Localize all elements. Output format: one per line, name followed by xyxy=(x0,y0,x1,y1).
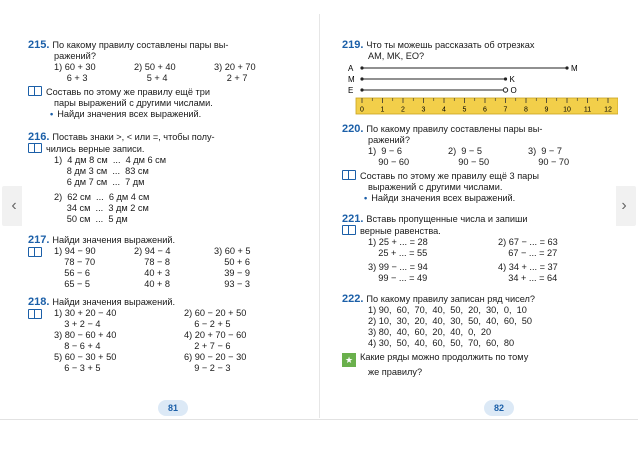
ruler xyxy=(356,98,618,114)
book-icon xyxy=(28,143,42,153)
ruler-tick-label: 2 xyxy=(401,106,405,114)
book-icon xyxy=(342,170,356,180)
exercise-question-cont: ражений? xyxy=(54,51,96,61)
exercise-question: Найди значения выражений. xyxy=(52,297,176,307)
task-text: Составь по этому же правилу ещё три xyxy=(46,87,210,97)
expr: 39 − 9 xyxy=(214,268,251,278)
number-series: 1) 90, 60, 70, 40, 50, 20, 30, 0, 10 xyxy=(368,305,527,315)
exercise-220 xyxy=(342,124,618,204)
expr: 90 − 70 xyxy=(528,157,570,167)
book-icon xyxy=(28,247,42,257)
task-text: Найди значения всех выражений. xyxy=(57,109,202,119)
expr: 2) 9 − 5 xyxy=(448,146,482,156)
equation: 2) 67 − ... = 63 xyxy=(498,237,558,247)
expr: 5 + 4 xyxy=(134,73,168,83)
equation: 1) 25 + ... = 28 xyxy=(368,237,428,247)
expr: 8 − 6 + 4 xyxy=(54,341,101,351)
point-O xyxy=(503,88,507,92)
label-M-end: M xyxy=(571,64,578,73)
expr: 2) 94 − 4 xyxy=(134,246,171,256)
bullet-icon: • xyxy=(364,193,368,203)
equation: 4) 34 + ... = 37 xyxy=(498,262,558,272)
ruler-tick-label: 8 xyxy=(524,106,528,114)
exercise-question-cont: AM, MK, EO? xyxy=(368,51,425,61)
exercise-number: 220. xyxy=(342,123,364,135)
expr: 3 + 2 − 4 xyxy=(54,319,101,329)
exercise-number: 219. xyxy=(342,39,364,51)
label-O: O xyxy=(510,86,517,95)
expr: 1) 9 − 6 xyxy=(368,146,402,156)
exercise-question-cont: верные равенства. xyxy=(360,226,441,236)
comparison: 50 см ... 5 дм xyxy=(54,214,128,224)
ruler-tick-label: 5 xyxy=(462,106,467,114)
task-text: же правилу? xyxy=(368,367,423,377)
page-81 xyxy=(28,14,312,418)
expr: 2 + 7 − 6 xyxy=(184,341,231,351)
expr: 6) 90 − 20 − 30 xyxy=(184,352,247,362)
expr: 9 − 2 − 3 xyxy=(184,363,231,373)
number-series: 3) 80, 40, 60, 20, 40, 0, 20 xyxy=(368,327,492,337)
page-divider xyxy=(319,14,320,418)
ruler-tick-label: 6 xyxy=(483,106,487,114)
ruler-tick-label: 3 xyxy=(421,106,426,114)
exercise-question: Найди значения выражений. xyxy=(52,235,176,245)
ruler-tick-label: 10 xyxy=(563,106,571,114)
chevron-left-icon: ‹ xyxy=(11,197,17,214)
star-icon: ★ xyxy=(342,353,356,367)
label-E: E xyxy=(348,86,354,95)
equation: 67 − ... = 27 xyxy=(498,248,558,258)
expr: 2 + 7 xyxy=(214,73,248,83)
segments-ruler-figure xyxy=(342,62,618,116)
expr: 93 − 3 xyxy=(214,279,251,289)
equation: 99 − ... = 49 xyxy=(368,273,428,283)
task-text: выражений с другими числами. xyxy=(368,182,503,192)
exercise-221 xyxy=(342,214,618,287)
exercise-number: 216. xyxy=(28,131,50,143)
expr: 90 − 60 xyxy=(368,157,410,167)
expr: 6 − 2 + 5 xyxy=(184,319,231,329)
exercise-question: Вставь пропущенные числа и запиши xyxy=(366,214,528,224)
expr: 40 + 8 xyxy=(134,279,171,289)
expr: 2) 60 − 20 + 50 xyxy=(184,308,247,318)
expr: 56 − 6 xyxy=(54,268,91,278)
ruler-tick-label: 11 xyxy=(583,106,592,114)
expr: 5) 60 − 30 + 50 xyxy=(54,352,117,362)
point-K xyxy=(504,77,507,80)
point-M2 xyxy=(360,77,363,80)
chevron-right-icon: › xyxy=(621,197,627,214)
expr: 1) 60 + 30 xyxy=(54,62,96,72)
exercise-number: 218. xyxy=(28,296,50,308)
exercise-216 xyxy=(28,132,312,225)
exercise-question: Что ты можешь рассказать об отрезках xyxy=(366,40,535,50)
expr: 3) 20 + 70 xyxy=(214,62,256,72)
bullet-icon: • xyxy=(50,109,54,119)
expr: 3) 9 − 7 xyxy=(528,146,562,156)
comparison: 34 см ... 3 дм 2 см xyxy=(54,203,149,213)
ruler-tick-label: 12 xyxy=(604,106,612,114)
exercise-219 xyxy=(342,40,618,116)
expr: 1) 30 + 20 − 40 xyxy=(54,308,117,318)
page-82 xyxy=(342,14,618,418)
label-M: M xyxy=(348,75,355,84)
expr: 2) 50 + 40 xyxy=(134,62,176,72)
page-number: 81 xyxy=(158,400,188,416)
expr: 4) 20 + 70 − 60 xyxy=(184,330,247,340)
exercise-number: 215. xyxy=(28,39,50,51)
task-text: Составь по этому же правилу ещё 3 пары xyxy=(360,171,539,181)
expr: 1) 94 − 90 xyxy=(54,246,96,256)
expr: 3) 60 + 5 xyxy=(214,246,251,256)
expr: 90 − 50 xyxy=(448,157,490,167)
exercise-215 xyxy=(28,40,312,120)
exercise-number: 222. xyxy=(342,293,364,305)
comparison: 1) 4 дм 8 см ... 4 дм 6 см xyxy=(54,155,167,165)
equation: 25 + ... = 55 xyxy=(368,248,428,258)
book-icon xyxy=(28,86,42,96)
ruler-tick-label: 9 xyxy=(544,106,549,114)
exercise-question: Поставь знаки >, < или =, чтобы полу- xyxy=(52,132,215,142)
expr: 78 − 70 xyxy=(54,257,96,267)
task-text: Найди значения всех выражений. xyxy=(371,193,516,203)
page-number: 82 xyxy=(484,400,514,416)
expr: 3) 80 − 60 + 40 xyxy=(54,330,117,340)
comparison: 2) 62 см ... 6 дм 4 см xyxy=(54,192,150,202)
expr: 40 + 3 xyxy=(134,268,171,278)
ruler-tick-label: 7 xyxy=(503,106,508,114)
point-A xyxy=(360,66,363,69)
exercise-222 xyxy=(342,294,618,378)
comparison: 8 дм 3 см ... 83 см xyxy=(54,166,149,176)
label-A: A xyxy=(348,64,354,73)
exercise-question: По какому правилу записан ряд чисел? xyxy=(366,294,535,304)
exercise-question-cont: чились верные записи. xyxy=(46,144,145,154)
number-series: 4) 30, 50, 40, 60, 50, 70, 60, 80 xyxy=(368,338,515,348)
comparison: 6 дм 7 см ... 7 дм xyxy=(54,177,145,187)
exercise-question-cont: ражений? xyxy=(368,135,410,145)
book-icon xyxy=(28,309,42,319)
exercise-218 xyxy=(28,297,312,376)
equation: 34 + ... = 64 xyxy=(498,273,558,283)
equation: 3) 99 − ... = 94 xyxy=(368,262,428,272)
ruler-tick-label: 1 xyxy=(380,106,385,114)
expr: 78 − 8 xyxy=(134,257,171,267)
expr: 6 − 3 + 5 xyxy=(54,363,101,373)
point-M xyxy=(565,66,568,69)
ruler-tick-label: 0 xyxy=(360,106,364,114)
expr: 50 + 6 xyxy=(214,257,251,267)
label-K: K xyxy=(509,75,515,84)
exercise-question: По какому правилу составлены пары вы- xyxy=(52,40,229,50)
book-spread xyxy=(22,14,616,418)
expr: 65 − 5 xyxy=(54,279,91,289)
ruler-tick-label: 4 xyxy=(442,106,446,114)
exercise-number: 221. xyxy=(342,213,364,225)
exercise-217 xyxy=(28,235,312,292)
exercise-question: По какому правилу составлены пары вы- xyxy=(366,124,543,134)
point-E xyxy=(360,88,363,91)
viewer-bottom-border xyxy=(0,419,638,420)
task-text: пары выражений с другими числами. xyxy=(54,98,213,108)
exercise-number: 217. xyxy=(28,234,50,246)
number-series: 2) 10, 30, 20, 40, 30, 50, 40, 60, 50 xyxy=(368,316,532,326)
book-icon xyxy=(342,225,356,235)
expr: 6 + 3 xyxy=(54,73,88,83)
task-text: Какие ряды можно продолжить по тому xyxy=(360,352,529,362)
